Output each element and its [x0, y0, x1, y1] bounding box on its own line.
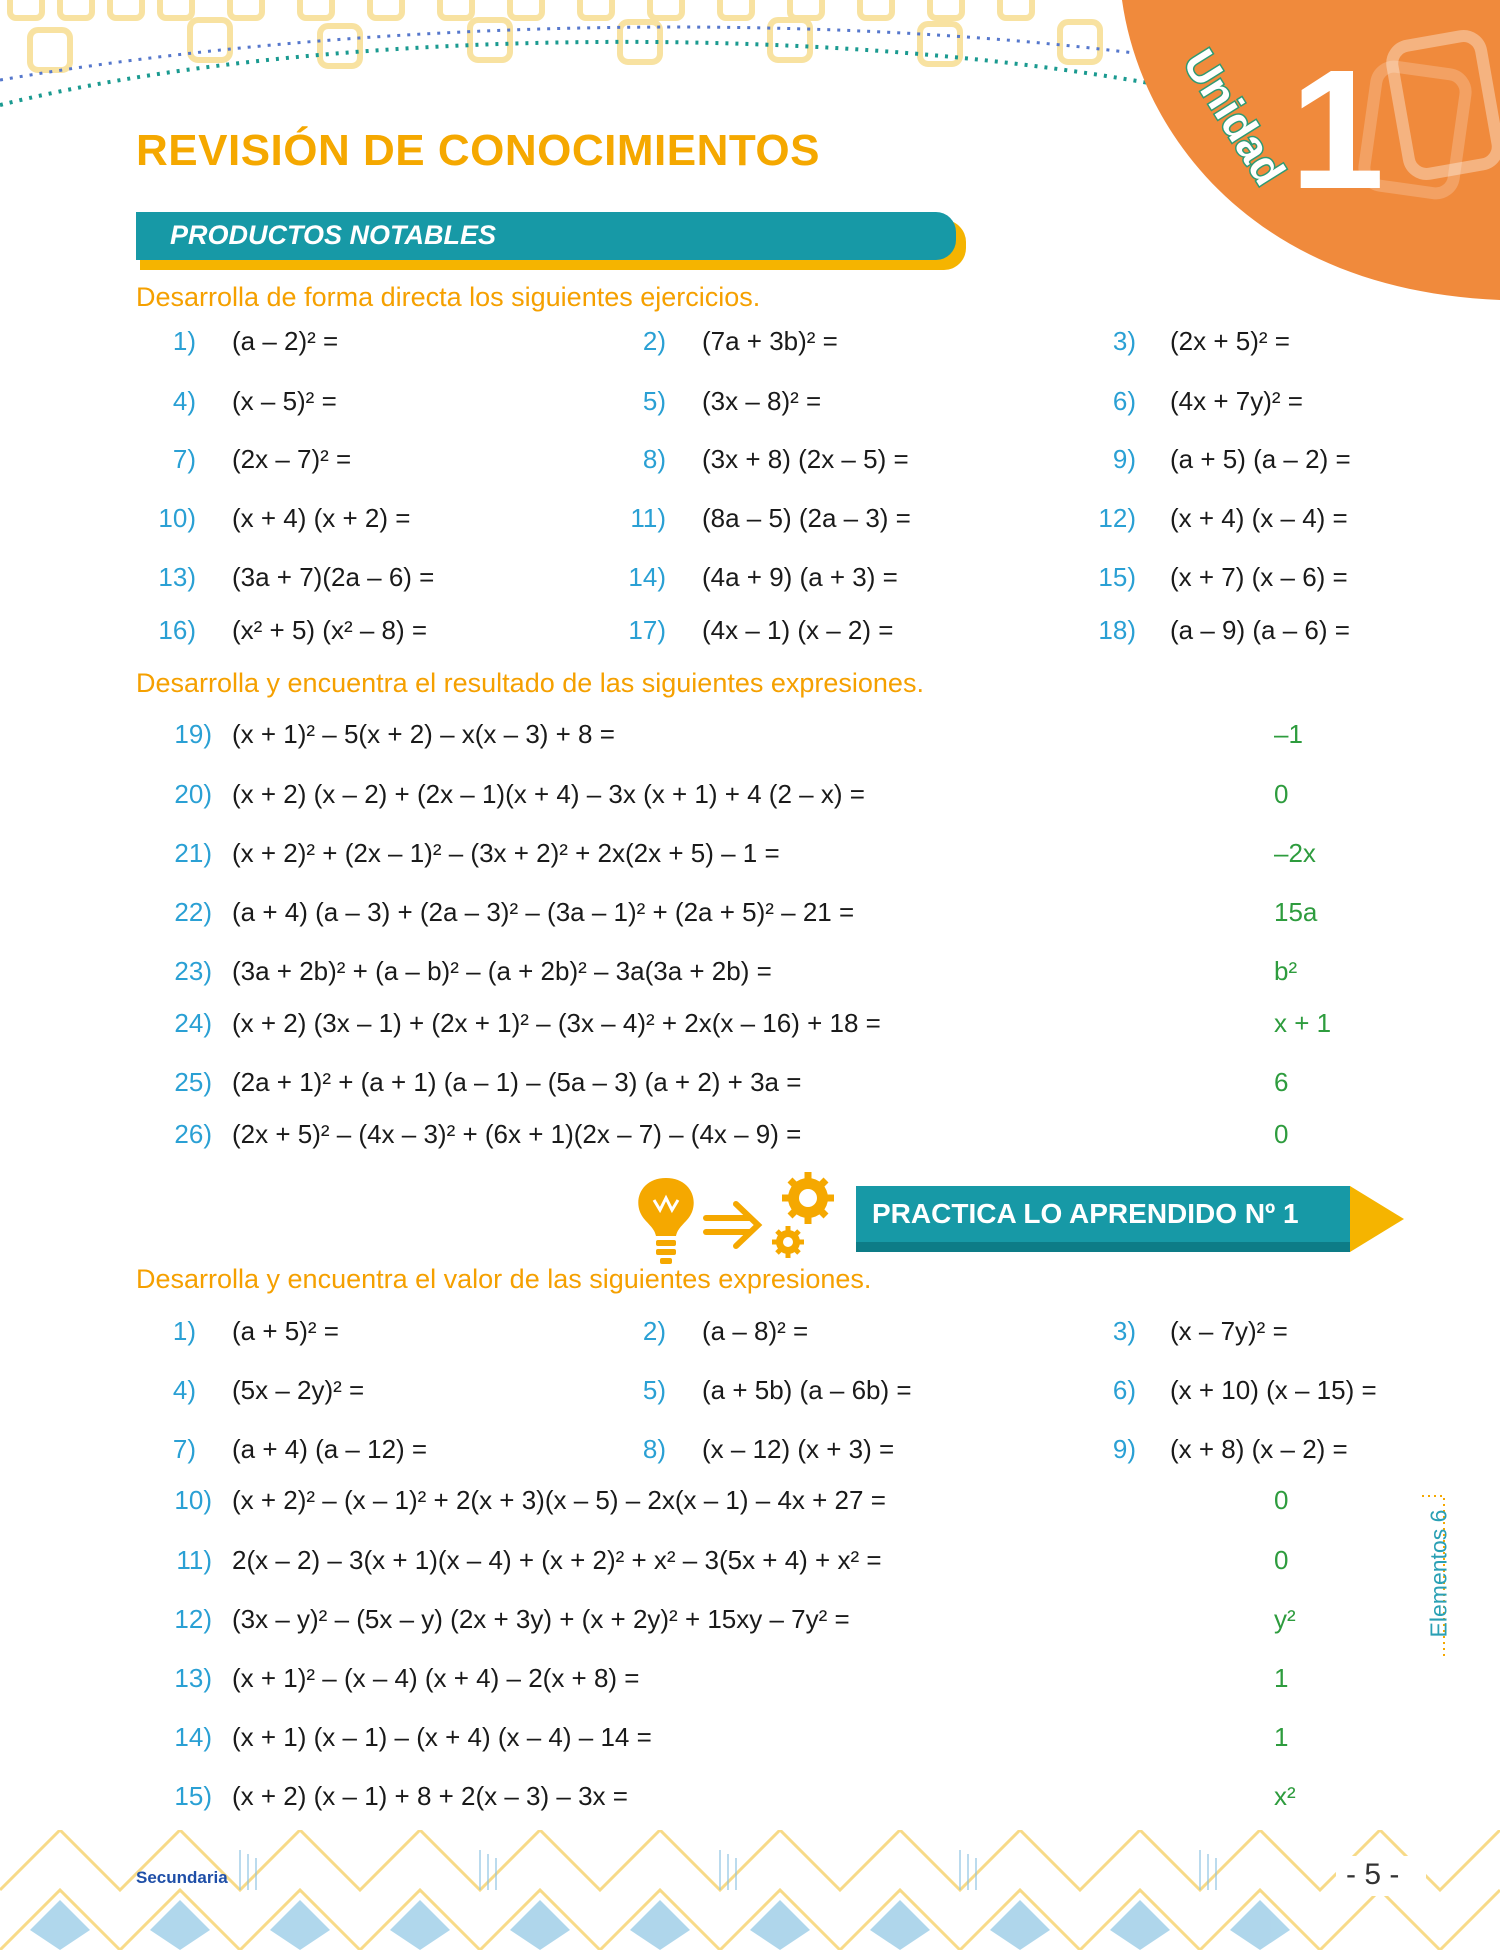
exercise-expression: (3x + 8) (2x – 5) =: [702, 444, 909, 474]
exercise-number: 16): [158, 615, 196, 645]
exercise-number: 9): [1112, 444, 1136, 474]
exercise-expression: (x + 10) (x – 15) =: [1170, 1375, 1377, 1405]
exercise-answer: 6: [1274, 1067, 1289, 1097]
exercise-number: 14): [174, 1722, 212, 1752]
exercise-expression: (a – 8)² =: [702, 1316, 809, 1346]
exercise-expression: (x + 1)² – 5(x + 2) – x(x – 3) + 8 =: [232, 719, 615, 749]
exercise-expression: (3a + 2b)² + (a – b)² – (a + 2b)² – 3a(3a + 2b) =: [232, 956, 772, 986]
exercise-expression: (x + 2)² – (x – 1)² + 2(x + 3)(x – 5) – 2x(x – 1) – 4x + 27 =: [232, 1485, 886, 1515]
exercise-expression: (x + 8) (x – 2) =: [1170, 1434, 1348, 1464]
unit-badge: [1100, 0, 1500, 310]
exercise-expression: (2x – 7)² =: [232, 444, 352, 474]
exercise-number: 7): [172, 1434, 196, 1464]
exercise-answer: –2x: [1274, 838, 1316, 868]
exercise-number: 21): [174, 838, 212, 868]
exercise-expression: (3x – 8)² =: [702, 386, 822, 416]
page-number: - 5 -: [1346, 1858, 1400, 1891]
exercise-answer: 0: [1274, 779, 1289, 809]
exercise-expression: (a + 4) (a – 12) =: [232, 1434, 428, 1464]
exercise-number: 7): [172, 444, 196, 474]
exercise-number: 10): [174, 1485, 212, 1515]
exercise-number: 5): [642, 386, 666, 416]
exercise-number: 3): [1112, 1316, 1136, 1346]
exercise-expression: (a – 9) (a – 6) =: [1170, 615, 1350, 645]
exercise-answer: x²: [1274, 1781, 1296, 1811]
exercise-expression: (x² + 5) (x² – 8) =: [232, 615, 428, 645]
exercise-number: 22): [174, 897, 212, 927]
unit-badge-word: Unidad: [1173, 41, 1295, 194]
exercise-number: 1): [172, 1316, 196, 1346]
practice-banner-tip: [1350, 1186, 1404, 1252]
practice-banner-label: PRACTICA LO APRENDIDO Nº 1: [872, 1198, 1299, 1229]
exercise-expression: (3x – y)² – (5x – y) (2x + 3y) + (x + 2y)² + 15xy – 7y² =: [232, 1604, 850, 1634]
exercise-number: 8): [642, 1434, 666, 1464]
exercise-expression: (x + 7) (x – 6) =: [1170, 562, 1348, 592]
exercise-expression: (4x – 1) (x – 2) =: [702, 615, 894, 645]
exercise-answer: 1: [1274, 1722, 1289, 1752]
unit-badge-number: 1: [1290, 35, 1385, 225]
exercise-number: 11): [630, 503, 666, 533]
exercise-number: 13): [158, 562, 196, 592]
exercise-number: 18): [1098, 615, 1136, 645]
idea-graphic: [630, 1170, 850, 1270]
section-banner: [136, 212, 966, 264]
exercise-number: 19): [174, 719, 212, 749]
side-brand: [1416, 1490, 1456, 1670]
exercise-expression: (x + 2) (x – 2) + (2x – 1)(x + 4) – 3x (x + 1) + 4 (2 – x) =: [232, 779, 865, 809]
exercise-expression: (x + 2)² + (2x – 1)² – (3x + 2)² + 2x(2x + 5) – 1 =: [232, 838, 780, 868]
exercise-expression: (a + 4) (a – 3) + (2a – 3)² – (3a – 1)² + (2a + 5)² – 21 =: [232, 897, 855, 927]
exercise-number: 6): [1112, 386, 1136, 416]
exercise-answer: x + 1: [1274, 1008, 1332, 1038]
exercise-expression: (a – 2)² =: [232, 326, 339, 356]
exercise-answer: –1: [1274, 719, 1303, 749]
exercise-answer: 0: [1274, 1485, 1289, 1515]
exercise-answer: 15a: [1274, 897, 1318, 927]
exercise-expression: (x – 5)² =: [232, 386, 337, 416]
exercise-expression: (x + 1)² – (x – 4) (x + 4) – 2(x + 8) =: [232, 1663, 640, 1693]
exercise-number: 6): [1112, 1375, 1136, 1405]
section-banner-label: PRODUCTOS NOTABLES: [170, 220, 497, 250]
instruction-a: Desarrolla de forma directa los siguientes ejercicios.: [136, 282, 761, 312]
exercise-number: 23): [174, 956, 212, 986]
gears-icon: [772, 1172, 834, 1258]
exercise-expression: (x + 4) (x + 2) =: [232, 503, 411, 533]
exercise-number: 10): [158, 503, 196, 533]
arrow-right-icon: [706, 1204, 758, 1246]
exercise-expression: (x + 1) (x – 1) – (x + 4) (x – 4) – 14 =: [232, 1722, 652, 1752]
instruction-c: Desarrolla y encuentra el valor de las siguientes expresiones.: [136, 1264, 872, 1294]
exercise-expression: (2x + 5)² =: [1170, 326, 1290, 356]
exercise-expression: (x – 12) (x + 3) =: [702, 1434, 895, 1464]
exercise-number: 3): [1112, 326, 1136, 356]
exercise-expression: (x + 2) (3x – 1) + (2x + 1)² – (3x – 4)² + 2x(x – 16) + 18 =: [232, 1008, 881, 1038]
exercise-expression: (4x + 7y)² =: [1170, 386, 1303, 416]
exercise-number: 1): [172, 326, 196, 356]
exercise-number: 15): [174, 1781, 212, 1811]
lightbulb-icon: [638, 1178, 693, 1264]
exercise-expression: (x – 7y)² =: [1170, 1316, 1288, 1346]
exercise-expression: (8a – 5) (2a – 3) =: [702, 503, 911, 533]
exercise-number: 4): [172, 1375, 196, 1405]
exercise-number: 12): [174, 1604, 212, 1634]
page-title: REVISIÓN DE CONOCIMIENTOS: [136, 126, 820, 175]
exercise-number: 2): [642, 326, 666, 356]
exercise-number: 9): [1112, 1434, 1136, 1464]
practice-banner: [856, 1186, 1404, 1256]
exercise-answer: b²: [1274, 956, 1298, 986]
exercise-answer: 1: [1274, 1663, 1289, 1693]
exercise-number: 5): [642, 1375, 666, 1405]
exercise-expression: (a + 5) (a – 2) =: [1170, 444, 1351, 474]
exercise-number: 25): [174, 1067, 212, 1097]
exercise-number: 2): [642, 1316, 666, 1346]
exercise-number: 11): [176, 1545, 212, 1575]
exercise-number: 4): [172, 386, 196, 416]
exercise-number: 20): [174, 779, 212, 809]
exercise-expression: (a + 5b) (a – 6b) =: [702, 1375, 912, 1405]
exercise-answer: 0: [1274, 1119, 1289, 1149]
exercise-expression: (5x – 2y)² =: [232, 1375, 365, 1405]
exercise-expression: (2x + 5)² – (4x – 3)² + (6x + 1)(2x – 7) – (4x – 9) =: [232, 1119, 802, 1149]
bottom-decoration: [0, 1830, 1500, 1950]
exercise-number: 13): [174, 1663, 212, 1693]
exercise-expression: (a + 5)² =: [232, 1316, 339, 1346]
exercise-number: 24): [174, 1008, 212, 1038]
exercise-number: 12): [1098, 503, 1136, 533]
exercise-expression: 2(x – 2) – 3(x + 1)(x – 4) + (x + 2)² + x² – 3(5x + 4) + x² =: [232, 1545, 882, 1575]
footer-level-label: Secundaria: [136, 1868, 228, 1887]
exercise-expression: (3a + 7)(2a – 6) =: [232, 562, 435, 592]
exercise-answer: y²: [1274, 1604, 1296, 1634]
instruction-b: Desarrolla y encuentra el resultado de las siguientes expresiones.: [136, 668, 924, 698]
exercise-expression: (2a + 1)² + (a + 1) (a – 1) – (5a – 3) (a + 2) + 3a =: [232, 1067, 802, 1097]
exercise-answer: 0: [1274, 1545, 1289, 1575]
exercise-number: 15): [1098, 562, 1136, 592]
exercise-expression: (x + 4) (x – 4) =: [1170, 503, 1348, 533]
side-brand-text: Elementos 6: [1425, 1509, 1452, 1638]
exercise-expression: (4a + 9) (a + 3) =: [702, 562, 898, 592]
exercise-number: 14): [628, 562, 666, 592]
exercise-number: 8): [642, 444, 666, 474]
exercise-expression: (x + 2) (x – 1) + 8 + 2(x – 3) – 3x =: [232, 1781, 628, 1811]
exercise-number: 17): [628, 615, 666, 645]
exercise-number: 26): [174, 1119, 212, 1149]
exercise-expression: (7a + 3b)² =: [702, 326, 838, 356]
